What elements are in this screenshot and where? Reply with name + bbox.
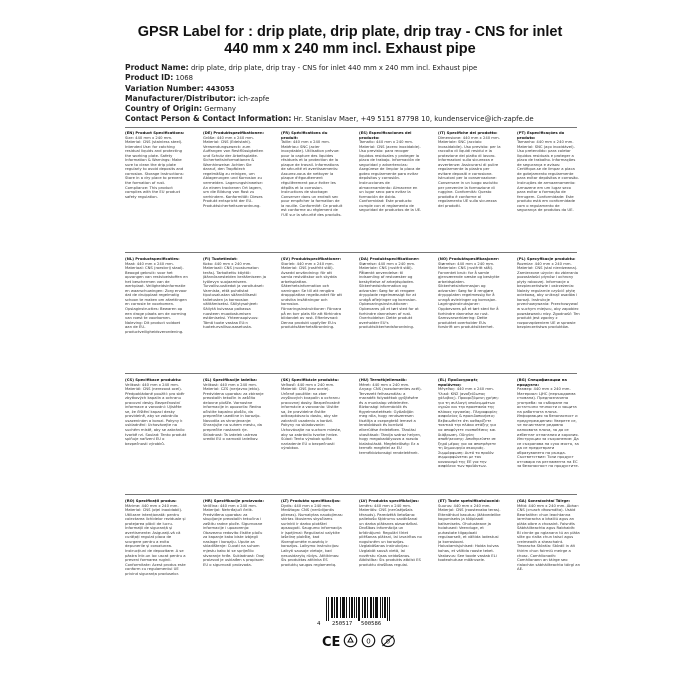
- spec-text: Storlek: 440 mm x 240 mm. Material: CNS (rostfritt stål). Avsedd användning: för att samla restvätskor och skydda arbetsplattan. Säkerhetsinformation och varningar: Se till att rengöra droppplattan regelbundet för att undvika insättningar och korrosion. Förvaringsinstruktioner: Förvara på en torr plats för att förhindra bildandet av rost. Efterlevnad: Denna produkt uppfyller EU:s produktsäkerhetsförordning.: [281, 261, 342, 330]
- product-info: [125, 63, 680, 125]
- barcode-bar: [334, 597, 335, 618]
- info-row: [125, 114, 680, 124]
- barcode-bar: [389, 597, 390, 621]
- spec-heading: (SV) Produktspecifikationer:: [281, 257, 342, 261]
- spec-section: [438, 378, 501, 490]
- info-row: [125, 94, 680, 104]
- spec-heading: (ES) Especificaciones del producto:: [359, 131, 412, 140]
- spec-text: Koko: 440 mm x 240 mm. Materiaali: CNS (ruostumaton teräs). Tarkoitettu käyttö: jäännösnesteiden keräämiseen ja työlevyn suojaamiseen. Turvallisuustiedot ja varoitukset: Varmista, että puhdistat tiputusalustan säännöllisesti talletusten ja korroosion välttämiseksi. Säilytysohjeet: Säilytä kuivassa paikassa ruosteen muodostumisen estämiseksi. Yhteensopivuus: Tämä tuote vastaa EU:n tuoteturvallisuusasetusta.: [203, 261, 266, 330]
- spec-section: [359, 499, 422, 605]
- barcode-bar: [380, 597, 381, 618]
- barcode-bar: [359, 597, 360, 621]
- spec-text: Størrelse: 440 mm x 240 mm. Materiale: CNS (rustfrit stål). Påtænkt anvendelse: til indsamling af restvæsker og beskyttelse af arbejdspladen. Sikkerhedsinformation og advarsler: Sørg for at rengøre drypplade regelmæssigt for at undgå aflejringer og korrosion. Opbevaringsinstruktioner: Opbevares på et tørt sted for at forhindre dannelsen af rust. Overholdelse: Dette produkt overholder EU's produktsikkerhedsforordning.: [359, 261, 419, 330]
- spec-heading: (HR) Specifikacije proizvoda:: [203, 499, 264, 503]
- spec-heading: (IT) Specifiche del prodotto:: [438, 131, 498, 135]
- spec-text: Размер: 440 mm x 240 mm. Материал: ЦНС (неръждаема стомана). Предназначена употреба: за събиране на остатъчни течности и защита на работната плоча. Информация за безопасност и предупреждения: Уверете се, че почиствате редовно капковата плоча, за да се избегнат отлагания и корозия. Инструкции за съхранение: Да се съхранява на сухо място, за да се предотврати образуването на ръжда. Съответствие: Този продукт отговаря на регламента на ЕС за безопасност на продуктите.: [517, 387, 579, 469]
- spec-text: Méret: 440 mm x 240 mm. Anyag: CNS (rozsdamentes acél). Tervezett felhasználás: a maradék folyadékok gyűjtésére és a munkalap védelmére. Biztonsági információk és figyelmeztetések: Győződjön meg róla, hogy rendszeresen tisztítja a csepegtető lemezt a lerakódások és korrózió elkerülése érdekében. Tárolási utasítások: Tárolja száraz helyen, hogy megakadályozza a rozsda kialakulását. Megfelelőség: Ez a termék megfelel az EU termékbiztonsági rendeletének.: [359, 382, 422, 455]
- barcode-digit-first: 4: [317, 621, 321, 627]
- barcode-bar: [370, 597, 371, 618]
- spec-section: [359, 378, 422, 490]
- title-line: 440 mm x 240 mm incl. Exhaust pipe: [224, 41, 476, 57]
- barcode-bar: [340, 597, 341, 618]
- spec-text: Rozmiar: 440 mm x 240 mm. Materiał: CNS (stal nierdzewna). Zamierzone użycie: do zbierania pozostałości płynów i ochrony płyty roboczej. Informacje o bezpieczeństwie i ostrzeżenia: Należy regularnie czyścić płytę ociekową, aby uniknąć osadów i korozji. Instrukcje przechowywania: Przechowywać w suchym miejscu, aby zapobiec powstawaniu rdzy. Zgodność: Ten produkt jest zgodny z rozporządzeniem UE w sprawie bezpieczeństwa produktów.: [517, 261, 580, 330]
- spec-heading: (LT) Produkto specifikacijos:: [281, 499, 341, 503]
- spec-section: [203, 131, 266, 249]
- spec-text: Größe: 440 mm x 240 mm. Material: CNS (Edelstahl). Verwendungszweck: zum Auffangen von Restflüssigkeiten und Schutz der Arbeitsplatte. Sicherheitsinformationen & Warnhinweise: Achten Sie darauf, den Tropfblech regelmäßig zu reinigen, um Ablagerungen und Korrosion zu vermeiden. Lagerungshinweise: An einem trockenen Ort lagern, um die Bildung von Rost zu verhindern. Konformität: Dieses Produkt entspricht der EU-Produktsicherheitsverordnung.: [203, 135, 264, 208]
- barcode-bar: [336, 597, 337, 618]
- info-row: [125, 63, 680, 73]
- spec-heading: (NL) Productspecificaties:: [125, 257, 180, 261]
- spec-section: [125, 378, 188, 490]
- barcode-bar: [384, 597, 385, 618]
- info-value: drip plate, drip plate, drip tray - CNS for inlet 440 mm x 240 mm incl. Exhaust pipe: [190, 64, 478, 72]
- spec-section: [281, 378, 344, 490]
- barcode-bar: [354, 597, 355, 618]
- spec-text: Størrelse: 440 mm x 240 mm. Materiale: CNS (rustfritt stål). Forventet bruk: for å samle gjenværende væske og beskytte arbeidsplaten. Sikkerhetsinformasjon og advarsler: Sørg for å rengjøre dryppplaten regelmessig for å unngå avleiringer og korrosjon. Lagringsinstruksjoner: Oppbevares på et tørt sted for å forhindre dannelse av rust. Samsvarserklæring: Dette produktet overholder EUs forskrift om produktsikkerhet.: [438, 261, 500, 330]
- barcode-bar: [326, 597, 327, 621]
- barcode-bar: [362, 597, 363, 618]
- barcode-bar: [346, 597, 347, 618]
- spec-text: Μέγεθος: 440 mm x 240 mm. Υλικό: ΚΝΣ (ανοξείδωτος χάλυβας). Προοριζόμενη χρήση: για τη συλλογή υπολειμμάτων υγρών και την προστασία της πλάκας εργασίας. Πληροφορίες ασφαλείας & προειδοποιήσεις: Βεβαιωθείτε ότι καθαρίζετε τακτικά την πλάκα στάξης για να αποφύγετε εναποθέσεις και διάβρωση. Οδηγίες αποθήκευσης: Αποθηκεύστε σε ξηρό μέρος για να αποτρέψετε τη δημιουργία σκουριάς. Συμμόρφωση: Αυτό το προϊόν συμμορφώνεται με τον κανονισμό της ΕΕ για την ασφάλεια των προϊόντων.: [438, 387, 499, 469]
- barcode-bar: [365, 597, 366, 618]
- spec-text: Izmērs: 440 mm x 240 mm. Materiāls: CNS (nerūsējošais tērauds). Paredzētā lietošana: paliekošo šķidrumu savākšanai un darba plāksnes aizsardzībai. Drošības informācija un brīdinājumi: Regulāri tīriet pilēšanas plāksni, lai izvairītos no nogulsnēm un korozijas. Uzglabāšanas instrukcijas: Uzglabāt sausā vietā, lai novērstu rūsas veidošanos. Atbilstība: Šis produkts atbilst ES produktu drošības regulai.: [359, 503, 422, 567]
- info-row: [125, 104, 680, 114]
- info-value: ich-zapfe: [237, 94, 270, 103]
- spec-text: Méid: 440 mm x 240 mm. Ábhar: CNS (cruach dhosmálta). Úsáid Beartaithe: chun leachtanna iarmharacha a bhailiú agus an pláta oibre a chosaint. Faisnéis Sábháilteachta agus Rabhaidh: Bí cinnte go nglanann tú an pláta silte go rialta chun taiscí agus creimeadh a sheachaint. Treoracha Stórála: Stóráil in áit thirim chun foirmiú meirge a chosc. Comhlíonadh: Comhlíonann an táirge seo rialachán sábháilteachta táirgí an AE.: [517, 503, 580, 572]
- spec-section: [438, 131, 501, 249]
- ce-mark: [322, 633, 342, 652]
- spec-heading: (HU) Termékjellemzők:: [359, 378, 407, 382]
- barcode-bar: [375, 597, 376, 618]
- spec-heading: (DE) Produktspezifikationen:: [203, 131, 264, 135]
- recycle-icon: [343, 633, 358, 652]
- spec-section: [203, 499, 266, 605]
- spec-heading: (CS) Specifikace produktu:: [125, 378, 182, 382]
- barcode-digits-left: 250517: [332, 621, 353, 627]
- barcode-bar: [367, 597, 368, 618]
- barcode-bar: [382, 597, 383, 618]
- spec-section: [281, 131, 344, 249]
- info-key: Contact Person & Contact Information:: [125, 114, 292, 124]
- no-dishwasher-icon-text: 0: [385, 637, 391, 646]
- spec-section: [125, 499, 188, 605]
- barcode-bar: [371, 597, 372, 618]
- info-key: Product ID:: [125, 73, 174, 83]
- barcode-bar: [385, 597, 386, 618]
- spec-text: Veličina: 440 mm x 240 mm. Materijal: Nehrđajući čelik. Predviđena uporaba: za skupljanje preostalih tekućina i zaštitu radne ploče. Sigurnosne informacije i upozorenja: Obavezno redovito čistite ploču za kapanje kako biste izbjegli naslage i koroziju. Upute za skladištenje: Čuvati na suhom mjestu kako bi se spriječilo stvaranje hrđe. Sukladnost: Ovaj proizvod je usklađen s propisom EU o sigurnosti proizvoda.: [203, 503, 265, 567]
- barcode-bar: [342, 597, 343, 618]
- spec-text: Dydis: 440 mm x 240 mm. Medžiaga: CNS (nerūdijantis plienas). Numatytas naudojimas: skirtas likusiems skysčiams surinkti ir darbo plokštei apsaugoti. Saugumo informacija ir įspėjimai: Reguliariai valykite lašelinę plokštę, kad išvengtumėte nuosėdų ir korozijos. Laikymo instrukcijos: Laikyti sausoje vietoje, kad nesusidarytų rūdys. Atitikimas: Šis produktas atitinka ES produktų saugos reglamentą.: [281, 503, 343, 567]
- barcode-bar: [332, 597, 333, 618]
- spec-section: [125, 257, 188, 369]
- spec-section: [438, 499, 501, 605]
- pan-icon: [361, 633, 376, 652]
- info-value: 443053: [205, 84, 235, 93]
- pan-icon-text: 0: [366, 637, 371, 646]
- spec-section: [517, 131, 580, 249]
- barcode: [326, 597, 390, 621]
- barcode-bar: [344, 597, 345, 618]
- spec-heading: (LV) Produkta specifikācijas:: [359, 499, 419, 503]
- info-row: [125, 84, 680, 94]
- spec-text: Tamanho: 440 mm x 240 mm. Material: SNC (aço inoxidável). Uso pretendido: para coletar líquidos residuais e proteger a placa de trabalho. Informações de segurança e avisos: Certifique-se de limpar a placa de gotejamento regularmente para evitar depósitos e corrosão. Instruções de armazenamento: Armazene em um lugar seco para evitar a formação de ferrugem. Conformidade: Este produto está em conformidade com o regulamento de segurança de produtos da UE.: [517, 140, 579, 213]
- spec-heading: (NO) Produktspesifikasjoner:: [438, 257, 500, 261]
- spec-section: [517, 257, 580, 369]
- barcode-bar: [358, 597, 359, 621]
- spec-heading: (SK) Špecifikácie produktu:: [281, 378, 339, 382]
- spec-text: Velikost: 440 mm x 240 mm. Material: CZS (nerjavno jeklo). Predvidena uporaba: za zbiranje preostalih tekočin in zaščito delovne plošče. Varnostne informacije in opozorila: Redno očistite kapalno ploščo, da preprečite usedline in korozijo. Navodila za shranjevanje: Shranjujte na suhem mestu, da preprečite nastanek rje. Skladnost: Ta izdelek ustreza uredbi EU o varnosti izdelkov.: [203, 382, 264, 442]
- spec-section: [517, 378, 580, 490]
- spec-section: [517, 499, 580, 605]
- spec-heading: (EN) Product Specifications:: [125, 131, 185, 135]
- barcode-bar: [349, 597, 350, 618]
- spec-heading: (FI) Tuotetiedot:: [203, 257, 238, 261]
- spec-text: Maat: 440 mm x 240 mm. Materiaal: CNS (roestvrij staal). Beoogd gebruik: voor het opvangen van restvloeistoffen en het beschermen van de werkplaat. Veiligheidsinformatie en waarschuwingen: Zorg ervoor dat de druipplaat regelmatig schoon te maken om afzettingen en corrosie te voorkomen. Opslaginstructies: Bewaren op een droge plaats om de vorming van roest te voorkomen. Naleving: Dit product voldoet aan de EU-productveiligheidsverordening.: [125, 261, 188, 334]
- row-divider: [125, 494, 577, 495]
- barcode-bar: [328, 597, 329, 621]
- spec-heading: (PL) Specyfikacje produktu:: [517, 257, 576, 261]
- info-value: 1068: [175, 74, 194, 83]
- spec-heading: (PT) Especificações do produto:: [517, 131, 565, 140]
- barcode-digits-right: 500586: [361, 621, 382, 627]
- spec-section: [281, 257, 344, 369]
- barcode-bar: [364, 597, 365, 618]
- info-key: Variation Number:: [125, 83, 204, 93]
- barcode-bar: [377, 597, 378, 618]
- no-dishwasher-icon: [380, 633, 396, 652]
- spec-section: [281, 499, 344, 605]
- spec-section: [203, 257, 266, 369]
- spec-section: [125, 131, 188, 249]
- barcode-bar: [352, 597, 353, 618]
- info-value: Hr. Stanislav Maer, +49 5151 87798 10, kundenservice@ich-zapfe.de: [293, 115, 534, 124]
- info-key: Manufacturer/Distributor:: [125, 93, 236, 103]
- spec-heading: (ET) Toote spetsifikatsioonid:: [438, 499, 500, 503]
- spec-section: [359, 131, 422, 249]
- spec-text: Dimensione: 440 mm x 240 mm. Materiale: SNC (acciaio inossidabile). Uso previsto: per la raccolta di liquidi residui e la protezione del piatto di lavoro. Informazioni sulla sicurezza e avvertenze: Assicurarsi di pulire regolarmente la piastra per evitare depositi e corrosione. Istruzioni per la conservazione: Conservare in un luogo asciutto per prevenire la formazione di ruggine. Conformità: Questo prodotto è conforme al regolamento UE sulla sicurezza dei prodotti.: [438, 135, 501, 208]
- info-key: Product Name:: [125, 63, 189, 72]
- barcode-bar: [373, 597, 374, 618]
- spec-section: [438, 257, 501, 369]
- spec-heading: (FR) Spécifications du produit:: [281, 131, 328, 140]
- spec-heading: (EL) Προδιαγραφές προϊόντος:: [438, 378, 478, 387]
- spec-text: Taille: 440 mm x 240 mm. Matériau: SNC (acier inoxydable). Utilisation prévue: pour la capture des liquides résiduels et la protection de la plaque de travail. Informations de sécurité et avertissements: Assurez-vous de nettoyer la plaque d'égouttement régulièrement pour éviter les dépôts et la corrosion. Instructions de stockage: Conserver dans un endroit sec pour empêcher la formation de la rouille. Conformité: Ce produit est conforme au règlement de l'UE sur la sécurité des produits.: [281, 140, 343, 217]
- spec-section: [203, 378, 266, 490]
- label-title: [20, 24, 680, 58]
- spec-heading: (DA) Produktspecifikationer:: [359, 257, 420, 261]
- spec-text: Velikost: 440 mm x 240 mm. Materiál: CNS (nerezová ocel). Předpokládané použití: pro sběr zbytkových kapalin a ochranu pracovní desky. Bezpečnostní informace a varování: Ujistěte se, že čištění kapací desky pravidelně, aby se zabránilo usazeninám a korozi. Pokyny k uskladnění: Uchovávejte na suchém místě, aby se zabránilo tvorbě rzi. Soulad: Tento produkt splňuje nařízení EU o bezpečnosti výrobků.: [125, 382, 187, 446]
- spec-heading: (SL) Specifikacije izdelka:: [203, 378, 258, 382]
- barcode-bar: [343, 597, 344, 618]
- barcode-bar: [337, 597, 338, 618]
- barcode-bar: [376, 597, 377, 618]
- barcode-bar: [356, 597, 357, 618]
- title-line: GPSR Label for : drip plate, drip plate, drip tray - CNS for inlet: [137, 24, 563, 40]
- spec-heading: (RO) Specificații produs:: [125, 499, 177, 503]
- info-key: Country of Origin:: [125, 104, 203, 114]
- barcode-bar: [351, 597, 352, 618]
- spec-heading: (GA) Sonraíochtaí Táirge:: [517, 499, 571, 503]
- barcode-bar: [387, 597, 388, 621]
- row-divider: [125, 252, 577, 253]
- info-row: [125, 73, 680, 83]
- spec-text: Tamaño: 440 mm x 240 mm. Material: CNS (acero inoxidable). Uso previsto: para recoger líquidos residuales y proteger la placa de trabajo. Información de seguridad y advertencias: Asegúrese de limpiar la placa de goteo regularmente para evitar depósitos y corrosión. Instrucciones de almacenamiento: Almacene en un lugar seco para evitar la formación de óxido. Conformidad: Este producto cumple con el reglamento de seguridad de productos de la UE.: [359, 140, 422, 213]
- row-divider: [125, 373, 577, 374]
- spec-text: Veľkosť: 440 mm x 240 mm. Materiál: CNS (bez ocele). Určené použitie: na zber zvyškových kvapalín a ochranu pracovnej dosky. Bezpečnostné informácie a varovania: Uistite sa, že pravidelne čistíte odkvapkávaciu dosku, aby ste zabránili usadeniu a korózii. Pokyny na skladovanie: Uchovávajte na suchom mieste, aby sa zabránilo tvorbe hrdze. Súlad: Tento výrobok spĺňa nariadenie EÚ o bezpečnosti výrobkov.: [281, 382, 342, 451]
- barcode-bar: [331, 597, 332, 618]
- spec-text: Size: 440 mm x 240 mm. Material: CNS (stainless steel). Intended Use: for catching residual liquids and protecting the working plate. Safety Information & Warnings: Make sure to clean the drip plate regularly to avoid deposits and corrosion. Storage Instructions: Store in a dry place to prevent the formation of rust. Compliance: This product complies with the EU product safety regulation.: [125, 135, 184, 199]
- spec-text: Mărime: 440 mm x 240 mm. Material: CNS (oțel inoxidabil). Utilizare intenționată: pentru colectarea lichidelor reziduale și protejarea plăcii de lucru. Informații de siguranță și avertismente: Asigurați-vă că curățați regulat placa de scurgere pentru a evita depunerile și coroziunea. Instrucțiuni de depozitare: A se păstra într-un loc uscat pentru a preveni formarea ruginii. Conformitate: Acest produs este conform cu regulamentul UE privind siguranța produselor.: [125, 503, 186, 576]
- spec-text: Suurus: 440 mm x 240 mm. Materjal: CNS (roostevaba teras). Ettenähtud kasutus: jääkvedelike kogumiseks ja tööplaadi kaitsmiseks. Ohutusteave ja hoiatused: Veenduge, et puhastate tilgaplaati regulaarselt, et vältida ladestusi ja korrosiooni. Hoiustamisjuhised: Hoida kuivas kohas, et vältida rooste teket. Vastavus: See toode vastab ELi tooteohutuse määrusele.: [438, 503, 501, 563]
- divider: [125, 127, 577, 128]
- spec-heading: (BG) Спецификации на продукта:: [517, 378, 567, 387]
- ce-mark-text: CE: [322, 635, 341, 648]
- info-value: Germany: [204, 105, 236, 114]
- spec-section: [359, 257, 422, 369]
